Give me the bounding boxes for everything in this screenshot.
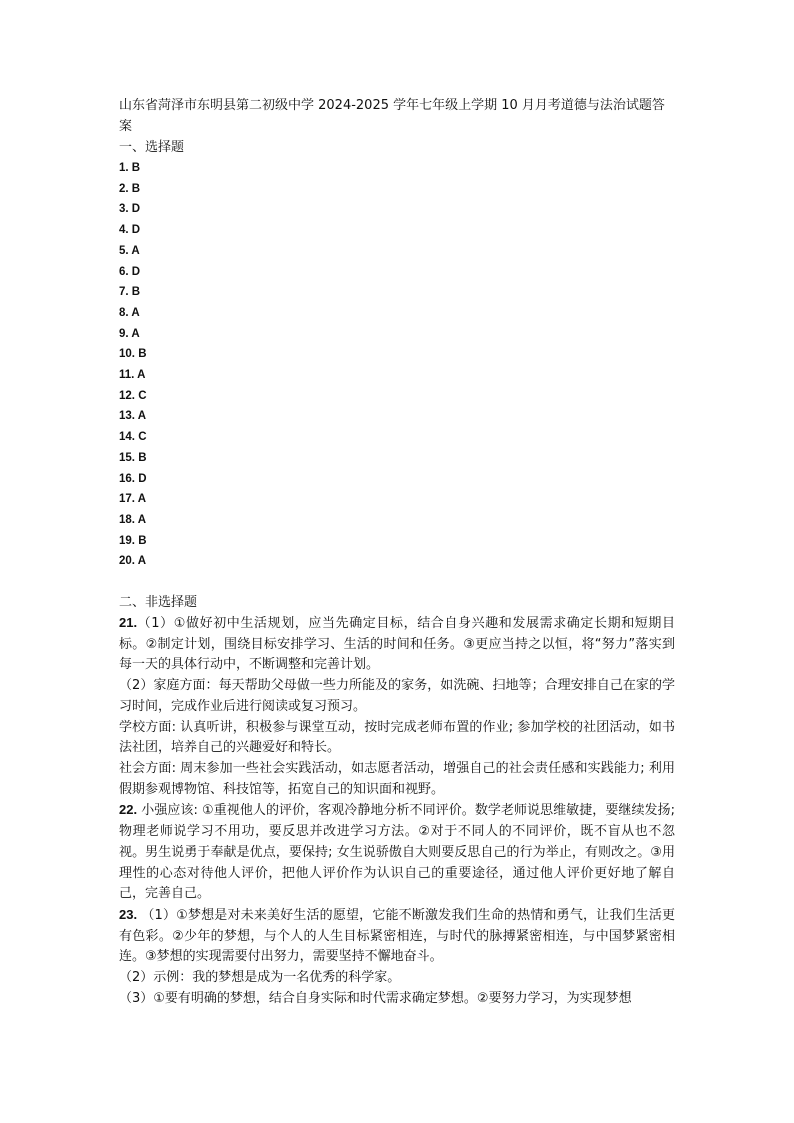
answer-item — [119, 303, 675, 324]
answer-item — [119, 551, 675, 572]
answer-choice: B — [131, 162, 141, 174]
question-text: 小强应该: ①重视他人的评价，客观冷静地分析不同评价。数学老师说思维敏捷，要继续发扬; 物理老师说学习不用功，要反思并改进学习方法。②对于不同人的不同评价，既不盲从也不忽视。男生说勇于奉献是优点，要保持; 女生说骄傲自大则要反思自己的行为举止，有则改之。③用理性的心态对待他人评价，把他人评价作为认识自己的重要途径，通过他人评价更好地了解自己，完善自己。 — [119, 803, 675, 902]
question-21-society: 社会方面: 周末参加一些社会实践活动，如志愿者活动，增强自己的社会责任感和实践能力; 利用假期参观博物馆、科技馆等，拓宽自己的知识面和视野。 — [119, 760, 675, 797]
answer-item — [119, 282, 675, 303]
answer-number: 15. — [119, 451, 135, 464]
answer-item — [119, 179, 675, 200]
answer-choice: D — [131, 265, 141, 278]
answer-number: 11. — [119, 369, 135, 382]
answer-choice: B — [138, 534, 147, 547]
answer-number: 3. — [119, 203, 129, 216]
section-heading-choice: 一、选择题 — [119, 140, 185, 155]
answer-item — [119, 158, 675, 179]
question-21-part-2: （2）家庭方面：每天帮助父母做一些力所能及的家务，如洗碗、扫地等；合理安排自己在家的学习时间，完成作业后进行阅读或复习预习。 — [119, 678, 675, 714]
answer-number: 9. — [119, 327, 129, 340]
answer-number: 19. — [119, 534, 135, 547]
answer-choice: A — [137, 410, 147, 423]
answer-list — [119, 158, 675, 572]
question-text: （1）①梦想是对未来美好生活的愿望，它能不断激发我们生命的热情和勇气，让我们生活更有色彩。②少年的梦想，与个人的人生目标紧密相连，与时代的脉搏紧密相连，与中国梦紧密相连。③梦想的实现需要付出努力，需要坚持不懈地奋斗。 — [119, 907, 675, 965]
answer-number: 5. — [119, 244, 129, 257]
answer-number: 16. — [119, 472, 135, 485]
question-number: 22. — [119, 802, 138, 818]
question-23-part-1 — [119, 905, 675, 968]
question-21-part-1 — [119, 613, 675, 676]
answer-choice: C — [138, 431, 147, 444]
answer-item — [119, 427, 675, 448]
answer-choice: A — [137, 369, 146, 382]
answer-item — [119, 469, 675, 490]
question-22 — [119, 800, 675, 905]
answer-item — [119, 386, 675, 407]
answer-number: 12. — [119, 389, 135, 402]
section-spacer — [119, 572, 675, 592]
answer-choice: A — [137, 493, 147, 506]
answer-number: 8. — [119, 306, 129, 319]
answer-item — [119, 406, 675, 427]
answer-choice: B — [131, 182, 141, 195]
answer-choice: B — [138, 348, 147, 361]
answer-number: 7. — [119, 286, 129, 299]
question-23-part-3: （3）①要有明确的梦想，结合自身实际和时代需求确定梦想。②要努力学习，为实现梦想 — [119, 990, 632, 1006]
answer-item — [119, 220, 675, 241]
answer-item — [119, 262, 675, 283]
answer-item — [119, 365, 675, 386]
answer-number: 10. — [119, 348, 135, 361]
question-number: 23. — [119, 906, 138, 922]
answer-number: 2. — [119, 182, 129, 195]
answer-choice: D — [131, 203, 141, 216]
answer-choice: C — [138, 389, 147, 402]
document-page — [119, 95, 675, 1009]
answer-choice: B — [131, 286, 141, 299]
section-heading-non-choice: 二、非选择题 — [119, 595, 198, 611]
answer-number: 20. — [119, 555, 135, 568]
question-21-school: 学校方面: 认真听讲，积极参与课堂互动，按时完成老师布置的作业; 参加学校的社团活动，如书法社团，培养自己的兴趣爱好和特长。 — [119, 719, 675, 756]
document-title: 山东省菏泽市东明县第二初级中学 2024-2025 学年七年级上学期 10 月月考道德与法治试题答案 — [119, 98, 665, 134]
answer-choice: A — [137, 555, 147, 568]
answer-choice: A — [131, 327, 140, 340]
answer-item — [119, 344, 675, 365]
answer-number: 6. — [119, 265, 129, 278]
answer-item — [119, 199, 675, 220]
answer-choice: A — [131, 306, 140, 319]
answer-item — [119, 324, 675, 345]
answer-number: 13. — [119, 410, 135, 423]
answer-number: 14. — [119, 431, 135, 444]
question-number: 21. — [119, 615, 138, 631]
answer-choice: D — [138, 472, 147, 485]
answer-item — [119, 241, 675, 262]
answer-number: 18. — [119, 513, 135, 526]
answer-choice: D — [131, 224, 141, 237]
answer-choice: A — [131, 244, 140, 257]
answer-number: 4. — [119, 224, 129, 237]
answer-choice: B — [138, 451, 147, 464]
answer-item — [119, 489, 675, 510]
answer-item — [119, 510, 675, 531]
answer-item — [119, 531, 675, 552]
question-text: （1）①做好初中生活规划，应当先确定目标，结合自身兴趣和发展需求确定长期和短期目标。②制定计划，围绕目标安排学习、生活的时间和任务。③更应当持之以恒，将“努力”落实到每一天的具体行动中，不断调整和完善计划。 — [119, 616, 675, 673]
answer-number: 1. — [119, 162, 129, 174]
answer-choice: A — [137, 513, 147, 526]
answer-number: 17. — [119, 493, 135, 506]
answer-item — [119, 448, 675, 469]
question-23-part-2: （2）示例：我的梦想是成为一名优秀的科学家。 — [119, 970, 401, 986]
